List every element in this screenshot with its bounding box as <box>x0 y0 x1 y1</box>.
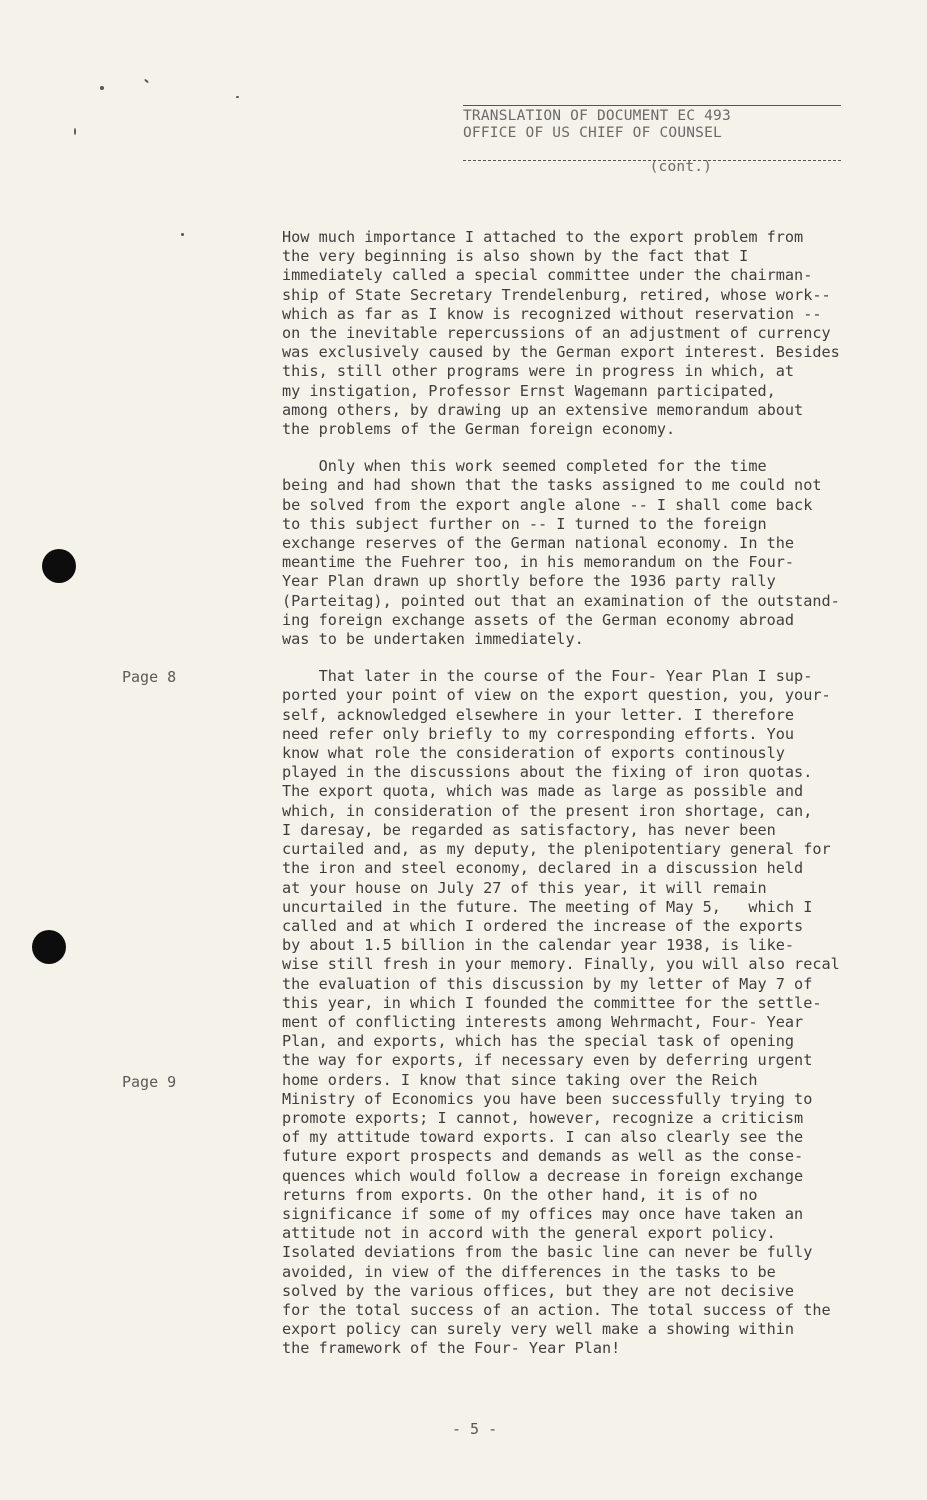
text-line: uncurtailed in the future. The meeting of May 5, which I <box>282 897 813 916</box>
text-line: returns from exports. On the other hand, it is of no <box>282 1185 758 1204</box>
header-continued-label: (cont.) <box>649 159 713 175</box>
header-top-rule <box>463 105 841 106</box>
text-line: was to be undertaken immediately. <box>282 630 584 649</box>
text-line: quences which would follow a decrease in foreign exchange <box>282 1166 804 1185</box>
text-line: of my attitude toward exports. I can also clearly see the <box>282 1128 804 1147</box>
header-dashed-rule <box>463 160 841 161</box>
text-line: Only when this work seemed completed for the time <box>282 457 767 476</box>
text-line: the evaluation of this discussion by my letter of May 7 of <box>282 974 813 993</box>
speck <box>100 86 104 90</box>
text-line: this year, in which I founded the committee for the settle- <box>282 993 822 1012</box>
text-line: ing foreign exchange assets of the German economy abroad <box>282 610 795 629</box>
punch-hole-top <box>42 549 76 583</box>
text-line: Isolated deviations from the basic line can never be fully <box>282 1243 813 1262</box>
speck <box>74 128 76 135</box>
text-line: curtailed and, as my deputy, the plenipotentiary general for <box>282 840 831 859</box>
text-line: export policy can surely very well make a showing within <box>282 1320 795 1339</box>
paragraph-1 <box>282 228 882 439</box>
text-line: called and at which I ordered the increase of the exports <box>282 916 804 935</box>
margin-note-page-8: Page 8 <box>122 668 177 686</box>
text-line: at your house on July 27 of this year, it will remain <box>282 878 767 897</box>
text-line: ported your point of view on the export question, you, your- <box>282 686 831 705</box>
text-line: need refer only briefly to my corresponding efforts. You <box>282 724 795 743</box>
text-line: being and had shown that the tasks assigned to me could not <box>282 476 822 495</box>
header-continued <box>463 142 843 210</box>
text-line: on the inevitable repercussions of an adjustment of currency <box>282 324 831 343</box>
text-line: ship of State Secretary Trendelenburg, retired, whose work-- <box>282 285 831 304</box>
text-line: be solved from the export angle alone -- I shall come back <box>282 495 813 514</box>
page-number: - 5 - <box>452 1420 498 1438</box>
speck <box>236 96 239 98</box>
text-line: (Parteitag), pointed out that an examination of the outstand- <box>282 591 840 610</box>
text-line: Year Plan drawn up shortly before the 1936 party rally <box>282 572 776 591</box>
text-line: was exclusively caused by the German export interest. Besides <box>282 343 840 362</box>
text-line: home orders. I know that since taking over the Reich <box>282 1070 758 1089</box>
header-office: OFFICE OF US CHIEF OF COUNSEL <box>463 125 722 141</box>
text-line: by about 1.5 billion in the calendar year 1938, is like- <box>282 936 795 955</box>
paragraph-2 <box>282 457 882 649</box>
speck <box>181 233 184 236</box>
text-line: wise still fresh in your memory. Finally, you will also recal <box>282 955 840 974</box>
text-line: Ministry of Economics you have been successfully trying to <box>282 1089 813 1108</box>
text-line: the very beginning is also shown by the fact that I <box>282 247 749 266</box>
text-line: my instigation, Professor Ernst Wagemann participated, <box>282 381 776 400</box>
text-line: immediately called a special committee under the chairman- <box>282 266 813 285</box>
text-line: future export prospects and demands as well as the conse- <box>282 1147 804 1166</box>
text-line: How much importance I attached to the export problem from <box>282 228 804 246</box>
document-header <box>463 108 843 210</box>
text-line: played in the discussions about the fixing of iron quotas. <box>282 763 813 782</box>
text-line: the way for exports, if necessary even by deferring urgent <box>282 1051 813 1070</box>
margin-note-page-9: Page 9 <box>122 1073 177 1091</box>
text-line: I daresay, be regarded as satisfactory, has never been <box>282 820 776 839</box>
text-line: promote exports; I cannot, however, recognize a criticism <box>282 1108 804 1127</box>
text-line: which, in consideration of the present iron shortage, can, <box>282 801 813 820</box>
text-line: the framework of the Four- Year Plan! <box>282 1339 621 1358</box>
speck <box>144 79 149 84</box>
document-body <box>282 228 882 1377</box>
text-line: solved by the various offices, but they are not decisive <box>282 1281 795 1300</box>
paragraph-3 <box>282 667 882 1358</box>
text-line: this, still other programs were in progress in which, at <box>282 362 795 381</box>
text-line: Plan, and exports, which has the special task of opening <box>282 1032 795 1051</box>
text-line: That later in the course of the Four- Year Plan I sup- <box>282 667 813 686</box>
text-line: avoided, in view of the differences in the tasks to be <box>282 1262 776 1281</box>
punch-hole-bottom <box>32 930 66 964</box>
text-line: The export quota, which was made as large as possible and <box>282 782 804 801</box>
text-line: attitude not in accord with the general export policy. <box>282 1224 776 1243</box>
text-line: self, acknowledged elsewhere in your letter. I therefore <box>282 705 795 724</box>
text-line: the iron and steel economy, declared in a discussion held <box>282 859 804 878</box>
text-line: among others, by drawing up an extensive memorandum about <box>282 400 804 419</box>
text-line: to this subject further on -- I turned to the foreign <box>282 514 767 533</box>
text-line: for the total success of an action. The total success of the <box>282 1300 831 1319</box>
text-line: which as far as I know is recognized without reservation -- <box>282 304 822 323</box>
text-line: significance if some of my offices may once have taken an <box>282 1204 804 1223</box>
text-line: exchange reserves of the German national economy. In the <box>282 534 795 553</box>
text-line: ment of conflicting interests among Wehrmacht, Four- Year <box>282 1012 804 1031</box>
header-title: TRANSLATION OF DOCUMENT EC 493 <box>463 108 731 124</box>
text-line: the problems of the German foreign economy. <box>282 420 676 439</box>
text-line: meantime the Fuehrer too, in his memorandum on the Four- <box>282 553 795 572</box>
text-line: know what role the consideration of exports continously <box>282 744 785 763</box>
